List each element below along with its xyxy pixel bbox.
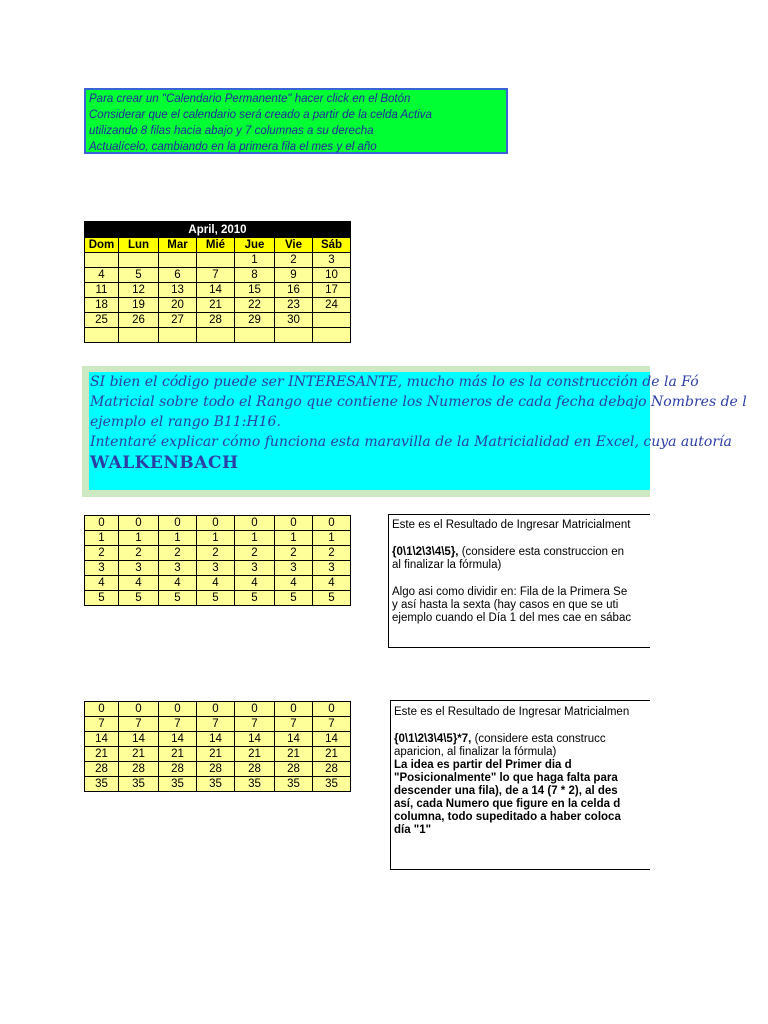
date-cell: 7: [197, 268, 235, 283]
date-cell: 8: [235, 268, 275, 283]
matrix-cell: 14: [159, 732, 197, 747]
matrix-cell: 4: [235, 576, 275, 591]
table-row: [85, 546, 351, 561]
matrix-cell: 1: [275, 531, 313, 546]
instructions-box: [84, 88, 508, 154]
date-cell: [85, 253, 119, 268]
matrix-cell: 0: [119, 702, 159, 717]
week-offset-matrix: [84, 701, 351, 792]
matrix-cell: 1: [235, 531, 275, 546]
date-cell: 13: [159, 283, 197, 298]
date-cell: 20: [159, 298, 197, 313]
matrix-cell: 2: [235, 546, 275, 561]
note-line: [391, 733, 650, 746]
matrix-cell: 7: [275, 717, 313, 732]
matrix-cell: 28: [85, 762, 119, 777]
matrix-cell: 14: [197, 732, 235, 747]
date-cell: 18: [85, 298, 119, 313]
note-line: [389, 546, 650, 559]
matrix-cell: 1: [313, 531, 351, 546]
note-bold-line: "Posicionalmente" lo que haga falta para: [394, 772, 618, 784]
matrix-cell: 14: [313, 732, 351, 747]
matrix-cell: 14: [275, 732, 313, 747]
date-cell: 30: [275, 313, 313, 328]
date-cell: 24: [313, 298, 351, 313]
formula-text: {0\1\2\3\4\5},: [392, 546, 459, 558]
matrix-cell: 1: [119, 531, 159, 546]
matrix-cell: 5: [313, 591, 351, 606]
matrix-cell: 28: [159, 762, 197, 777]
matrix-cell: 3: [85, 561, 119, 576]
date-cell: 12: [119, 283, 159, 298]
note-line: ejemplo cuando el Día 1 del mes cae en sábac: [392, 612, 632, 624]
date-cell: 14: [197, 283, 235, 298]
matrix-cell: 35: [313, 777, 351, 792]
matrix-cell: 4: [119, 576, 159, 591]
matrix-cell: 7: [313, 717, 351, 732]
table-row: [85, 732, 351, 747]
date-cell: 11: [85, 283, 119, 298]
matrix-cell: 14: [119, 732, 159, 747]
date-cell: 25: [85, 313, 119, 328]
calendar-table: [84, 221, 351, 343]
date-cell: 1: [235, 253, 275, 268]
table-row: [85, 298, 351, 313]
formula-text: {0\1\2\3\4\5}*7,: [394, 733, 472, 745]
matrix-cell: 5: [119, 591, 159, 606]
day-name-cell: Mié: [197, 238, 235, 253]
date-cell: [119, 328, 159, 343]
note-line: Este es el Resultado de Ingresar Matricialmen: [394, 706, 630, 718]
matrix-cell: 21: [275, 747, 313, 762]
matrix-cell: 28: [313, 762, 351, 777]
table-row: [85, 561, 351, 576]
matrix-cell: 14: [85, 732, 119, 747]
table-row: [85, 777, 351, 792]
date-cell: [275, 328, 313, 343]
note-line: aparicion, al finalizar la fórmula): [394, 746, 557, 758]
matrix-cell: 5: [85, 591, 119, 606]
matrix-cell: 28: [197, 762, 235, 777]
date-cell: [119, 253, 159, 268]
matrix-cell: 3: [119, 561, 159, 576]
row-index-matrix: [84, 515, 351, 606]
matrix-cell: 0: [275, 516, 313, 531]
matrix-cell: 0: [275, 702, 313, 717]
date-cell: [159, 328, 197, 343]
matrix-cell: 5: [159, 591, 197, 606]
matrix-cell: 2: [313, 546, 351, 561]
matrix-cell: 1: [85, 531, 119, 546]
date-cell: 23: [275, 298, 313, 313]
matrix-cell: 14: [235, 732, 275, 747]
note-bold-line: columna, todo supeditado a haber coloca: [394, 811, 621, 823]
commentary-textbox: [89, 372, 747, 490]
matrix-cell: 0: [85, 702, 119, 717]
matrix-cell: 21: [159, 747, 197, 762]
matrix-cell: 21: [313, 747, 351, 762]
commentary-line: Matricial sobre todo el Rango que contiene los Numeros de cada fecha debajo Nombres de l: [90, 394, 747, 410]
commentary-line: Intentaré explicar cómo funciona esta maravilla de la Matricialidad en Excel, cuya autoría: [90, 434, 732, 450]
date-cell: [197, 328, 235, 343]
date-cell: 27: [159, 313, 197, 328]
matrix-cell: 4: [197, 576, 235, 591]
note-text: (considere esta construccion en: [458, 546, 625, 558]
date-cell: 19: [119, 298, 159, 313]
matrix-cell: 7: [235, 717, 275, 732]
matrix-cell: 4: [313, 576, 351, 591]
table-row: [85, 576, 351, 591]
calendar-month-title: April, 2010: [85, 222, 351, 238]
matrix-cell: 0: [119, 516, 159, 531]
matrix-cell: 2: [85, 546, 119, 561]
date-cell: 4: [85, 268, 119, 283]
date-cell: [313, 313, 351, 328]
date-cell: 10: [313, 268, 351, 283]
date-cell: [159, 253, 197, 268]
matrix-cell: 7: [159, 717, 197, 732]
matrix-cell: 5: [235, 591, 275, 606]
note-line: Este es el Resultado de Ingresar Matricialment: [392, 519, 631, 531]
instruction-line: Considerar que el calendario será creado a partir de la celda Activa: [89, 109, 432, 121]
matrix-cell: 2: [119, 546, 159, 561]
note-bold-line: La idea es partir del Primer dia d: [394, 759, 572, 771]
date-cell: 22: [235, 298, 275, 313]
date-cell: 15: [235, 283, 275, 298]
date-cell: 29: [235, 313, 275, 328]
matrix-cell: 3: [197, 561, 235, 576]
note-bold-line: así, cada Numero que figure en la celda d: [394, 798, 621, 810]
matrix-cell: 4: [85, 576, 119, 591]
note-line: al finalizar la fórmula): [392, 559, 502, 571]
day-name-cell: Lun: [119, 238, 159, 253]
date-cell: 2: [275, 253, 313, 268]
day-name-cell: Jue: [235, 238, 275, 253]
matrix-cell: 1: [197, 531, 235, 546]
note-line: Algo asi como dividir en: Fila de la Primera Se: [392, 586, 628, 598]
table-row: [85, 328, 351, 343]
matrix-cell: 3: [159, 561, 197, 576]
matrix-cell: 35: [119, 777, 159, 792]
table-row: [85, 702, 351, 717]
matrix-cell: 0: [313, 516, 351, 531]
day-name-cell: Sáb: [313, 238, 351, 253]
date-cell: 9: [275, 268, 313, 283]
note-bold-line: día "1": [394, 824, 432, 836]
matrix-cell: 7: [197, 717, 235, 732]
table-row: [85, 268, 351, 283]
matrix-cell: 4: [275, 576, 313, 591]
matrix-cell: 5: [275, 591, 313, 606]
matrix-cell: 4: [159, 576, 197, 591]
day-name-cell: Mar: [159, 238, 197, 253]
date-cell: [313, 328, 351, 343]
matrix-cell: 28: [235, 762, 275, 777]
matrix-cell: 28: [275, 762, 313, 777]
date-cell: 26: [119, 313, 159, 328]
table-row: [85, 762, 351, 777]
matrix-cell: 0: [159, 516, 197, 531]
table-row: [85, 591, 351, 606]
explanation-note-2: [390, 700, 650, 870]
commentary-line: ejemplo el rango B11:H16.: [90, 414, 281, 430]
date-cell: [235, 328, 275, 343]
day-name-cell: Dom: [85, 238, 119, 253]
matrix-cell: 5: [197, 591, 235, 606]
matrix-cell: 35: [159, 777, 197, 792]
date-cell: 21: [197, 298, 235, 313]
author-name: WALKENBACH: [90, 453, 239, 473]
matrix-cell: 0: [159, 702, 197, 717]
commentary-line: SI bien el código puede ser INTERESANTE, mucho más lo es la construcción de la Fó: [90, 374, 699, 390]
matrix-cell: 2: [197, 546, 235, 561]
note-line: y así hasta la sexta (hay casos en que se uti: [392, 599, 619, 611]
instruction-line: Actualícelo, cambiando en la primera fila el mes y el año: [89, 141, 377, 153]
matrix-cell: 35: [85, 777, 119, 792]
date-cell: 6: [159, 268, 197, 283]
note-bold-line: descender una fila), de a 14 (7 * 2), al des: [394, 785, 618, 797]
matrix-cell: 35: [197, 777, 235, 792]
table-row: [85, 516, 351, 531]
date-cell: 28: [197, 313, 235, 328]
matrix-cell: 3: [275, 561, 313, 576]
day-name-cell: Vie: [275, 238, 313, 253]
matrix-cell: 0: [235, 516, 275, 531]
commentary-panel: [82, 366, 747, 497]
matrix-cell: 2: [159, 546, 197, 561]
date-cell: 3: [313, 253, 351, 268]
matrix-cell: 0: [313, 702, 351, 717]
table-row: [85, 747, 351, 762]
date-cell: [85, 328, 119, 343]
table-row: [85, 313, 351, 328]
table-row: [85, 283, 351, 298]
instruction-line: Para crear un "Calendario Permanente" hacer click en el Botón: [89, 93, 411, 105]
matrix-cell: 0: [197, 516, 235, 531]
date-cell: 16: [275, 283, 313, 298]
matrix-cell: 7: [119, 717, 159, 732]
note-text: (considere esta construcc: [471, 733, 606, 745]
matrix-cell: 3: [235, 561, 275, 576]
date-cell: 5: [119, 268, 159, 283]
date-cell: [197, 253, 235, 268]
matrix-cell: 7: [85, 717, 119, 732]
matrix-cell: 21: [235, 747, 275, 762]
matrix-cell: 0: [235, 702, 275, 717]
table-row: [85, 253, 351, 268]
matrix-cell: 0: [197, 702, 235, 717]
table-row: [85, 531, 351, 546]
matrix-cell: 3: [313, 561, 351, 576]
matrix-cell: 21: [197, 747, 235, 762]
matrix-cell: 1: [159, 531, 197, 546]
matrix-cell: 35: [275, 777, 313, 792]
matrix-cell: 21: [85, 747, 119, 762]
matrix-cell: 2: [275, 546, 313, 561]
matrix-cell: 28: [119, 762, 159, 777]
table-row: [85, 717, 351, 732]
matrix-cell: 0: [85, 516, 119, 531]
explanation-note-1: [388, 514, 650, 648]
instruction-line: utilizando 8 filas hacia abajo y 7 columnas a su derecha: [89, 125, 374, 137]
date-cell: 17: [313, 283, 351, 298]
matrix-cell: 21: [119, 747, 159, 762]
matrix-cell: 35: [235, 777, 275, 792]
